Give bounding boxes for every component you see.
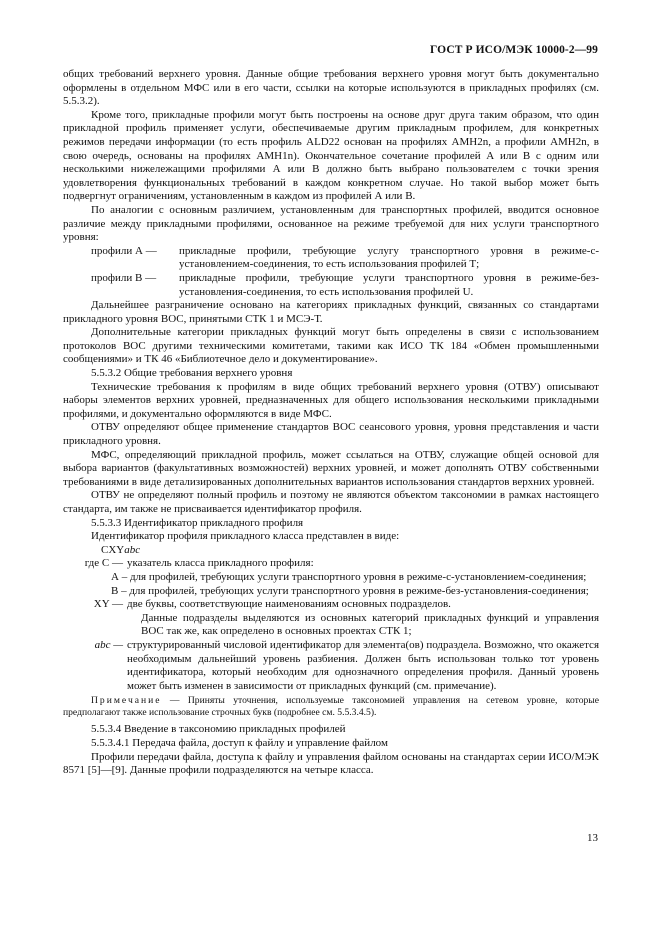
- note-text: — Приняты уточнения, используемые таксономией управления на сетевом уровне, которые предполагают также использование строчных букв (подробнее см. 5.5.3.4.5).: [63, 695, 599, 719]
- paragraph: Кроме того, прикладные профили могут быть построены на основе друг друга таким образом, что один прикладной профиль применяет услуги, обеспечиваемые другим прикладным профилем, для конкретных режимов передачи информации (то есть профиль ALD22 основан на профилях AMH2n, а профили AMH2n, в свою очередь, основаны на профилях AMH1n). Окончательное сочетание профилей А или В с одним или несколькими нижележащими профилями А или В должно быть выбрано пользователем с точки зрения удовлетворения функциональных требований в каждом конкретном случае. Но такой выбор может быть подвергнут ограничениям, установленным в каждом из профилей А или В.: [63, 108, 599, 203]
- paragraph: Технические требования к профилям в виде общих требований верхнего уровня (ОТВУ) описывают наборы элементов верхних уровней, предназначенных для общего использования несколькими прикладными профилями, и документально оформляются в виде МФС.: [63, 380, 599, 420]
- note-label: Примечание: [91, 695, 162, 707]
- profile-b-label: профили В —: [91, 271, 157, 284]
- profile-a-text: прикладные профили, требующие услугу транспортного уровня в режиме-с-установлением-соединения, то есть использования профилей Т;: [179, 244, 599, 271]
- paragraph: ОТВУ определяют общее применение стандартов ВОС сеансового уровня, уровня представления и части прикладного уровня.: [63, 421, 599, 448]
- definition-xy: [63, 598, 599, 612]
- formula-main: CXY: [101, 543, 125, 556]
- definition-abc: [63, 639, 599, 693]
- identifier-formula: [63, 544, 599, 558]
- section-heading-5533: 5.5.3.3 Идентификатор прикладного профиля: [91, 516, 304, 529]
- definition-c-label: где С —: [84, 557, 123, 570]
- document-header: ГОСТ Р ИСО/МЭК 10000-2—99: [430, 44, 598, 56]
- section-heading-5532: 5.5.3.2 Общие требования верхнего уровня: [91, 367, 293, 380]
- paragraph: ОТВУ не определяют полный профиль и поэтому не являются объектом таксономии в рамках настоящего стандарта, им также не присваивается идентификатор профиля.: [63, 489, 599, 515]
- paragraph: общих требований верхнего уровня. Данные общие требования верхнего уровня могут быть документально оформлены в отдельном МФС или в его части, ссылки на которые используются в прикладных профилях (см. 5.5.3.2).: [63, 68, 599, 108]
- profile-a-definition: [63, 245, 599, 272]
- formula-italic: abc: [124, 543, 141, 556]
- page-content: [63, 68, 599, 778]
- paragraph: Профили передачи файла, доступа к файлу и управления файлом основаны на стандартах серии ИСО/МЭК 8571 [5]—[9]. Данные профили подразделяются на четыре класса.: [63, 750, 599, 777]
- definition-xy-label: XY —: [93, 598, 123, 611]
- paragraph: Дополнительные категории прикладных функций могут быть определены в связи с использованием протоколов ВОС другими техническими комитетами, такими как ИСО ТК 184 «Обмен промышленными сообщениями» и ТК 46 «Библиотечное дело и документирование».: [63, 326, 599, 366]
- definition-c: [63, 557, 599, 571]
- definition-abc-text: структурированный числовой идентификатор для элемента(ов) подраздела. Возможно, что окажется необходимым дальнейший уровень разбиения. Должен быть использован только тот уровень идентификатора, который необходим для однозначного определения профиля. Данный уровень может быть изменен в зависимости от прикладных функций (см. примечание).: [127, 638, 599, 692]
- profile-b-text: прикладные профили, требующие услуги транспортного уровня в режиме-без-установления-соединения, то есть использования профилей U.: [179, 271, 599, 298]
- section-heading-5534: 5.5.3.4 Введение в таксономию прикладных профилей: [91, 723, 346, 736]
- paragraph: Дальнейшее разграничение основано на категориях прикладных функций, связанных со стандартами прикладного уровня ВОС, принятыми СТК 1 и МСЭ-Т.: [63, 299, 599, 325]
- paragraph: МФС, определяющий прикладной профиль, может ссылаться на ОТВУ, служащие общей основой для выбора вариантов (факультативных возможностей) верхних уровней, и может дополнять ОТВУ собственными требованиями в виде детализированных дополнительных вариантов использования стандартов верхних уровней.: [63, 448, 599, 488]
- page-number: 13: [587, 832, 598, 844]
- definition-c-text: указатель класса прикладного профиля:: [127, 557, 314, 570]
- class-a-text: А – для профилей, требующих услуги транспортного уровня в режиме-с-установлением-соединения;: [111, 570, 587, 583]
- paragraph: Идентификатор профиля прикладного класса представлен в виде:: [91, 530, 400, 543]
- definition-xy-text: две буквы, соответствующие наименованиям основных подразделов.: [127, 598, 451, 611]
- class-b-text: В – для профилей, требующих услуги транспортного уровня в режиме-без-установления-соединения;: [111, 584, 589, 597]
- note: [63, 695, 599, 719]
- definition-abc-label: abc —: [94, 638, 123, 651]
- definition-xy-more: Данные подразделы выделяются из основных категорий прикладных функций и управления ВОС так же, как определено в основных проектах СТК 1;: [141, 611, 599, 638]
- profile-a-label: профили А —: [91, 244, 157, 257]
- section-heading-55341: 5.5.3.4.1 Передача файла, доступ к файлу и управление файлом: [91, 736, 388, 749]
- profile-b-definition: [63, 272, 599, 299]
- paragraph: По аналогии с основным различием, установленным для транспортных профилей, вводится основное различие между прикладными профилями, основанное на режиме требуемой для них услуги транспортного уровня:: [63, 203, 599, 244]
